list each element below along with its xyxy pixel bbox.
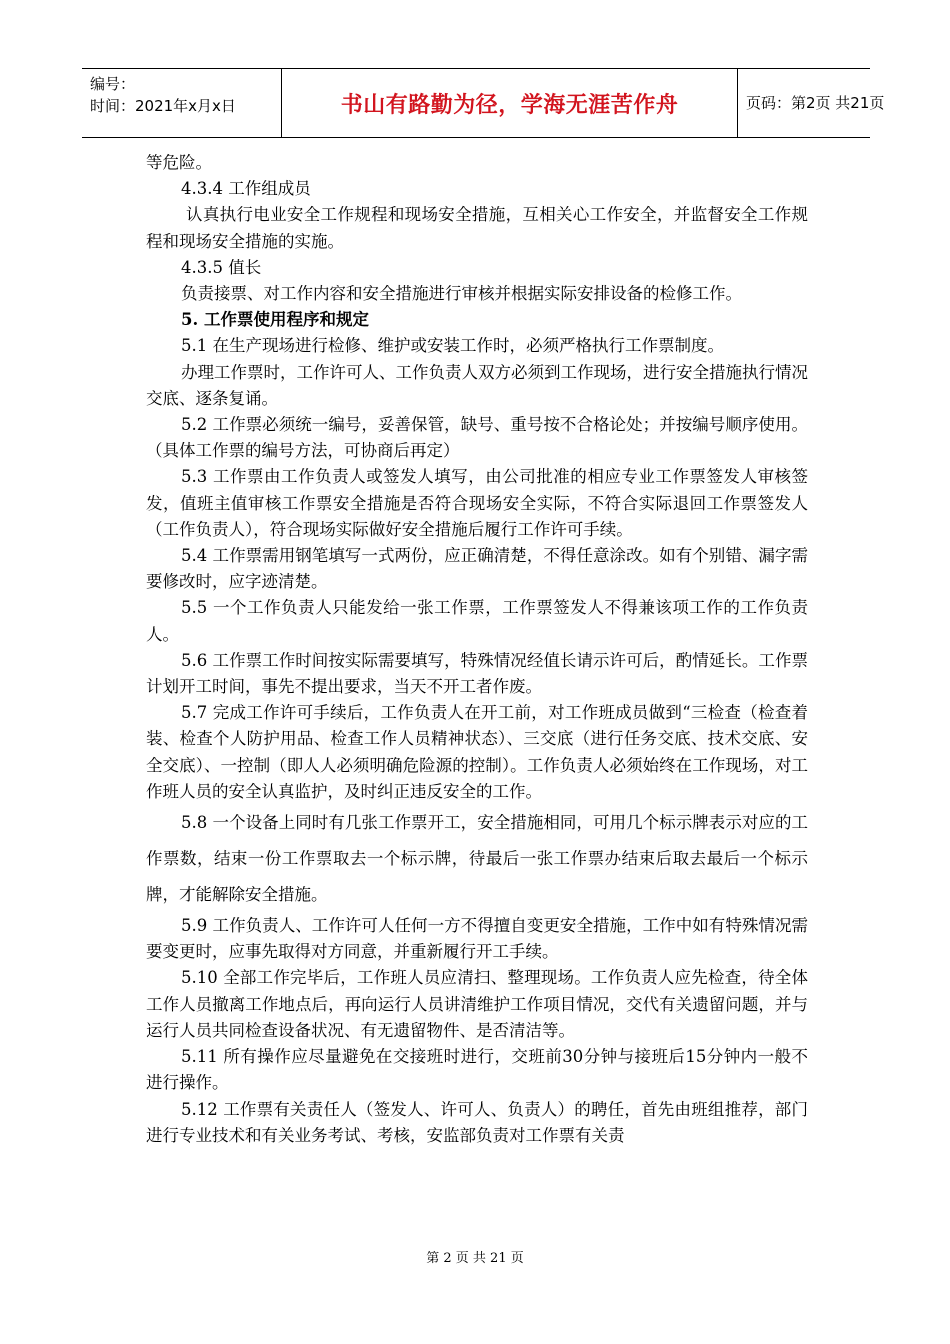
paragraph: 5.2 工作票必须统一编号，妥善保管，缺号、重号按不合格论处；并按编号顺序使用。（具体工作票的编号方法，可协商后再定） (146, 415, 808, 461)
paragraph: 5.3 工作票由工作负责人或签发人填写，由公司批准的相应专业工作票签发人审核签发，值班主值审核工作票安全措施是否符合现场安全实际，不符合实际退回工作票签发人（工作负责人），符合现场实际做好安全措施后履行工作许可手续。 (146, 467, 808, 539)
date-label: 时间：2021年x月x日 (90, 97, 236, 115)
number-label: 编号： (90, 75, 136, 93)
header-meta (82, 69, 282, 137)
paragraph: 5.5 一个工作负责人只能发给一张工作票，工作票签发人不得兼该项工作的工作负责人。 (146, 598, 808, 644)
paragraph: 5.12 工作票有关责任人（签发人、许可人、负责人）的聘任，首先由班组推荐，部门进行专业技术和有关业务考试、考核，安监部负责对工作票有关责 (146, 1099, 808, 1145)
motto-text: 书山有路勤为径，学海无涯苦作舟 (340, 92, 679, 118)
section-heading: 4.3.4 工作组成员 (181, 179, 311, 199)
document-body (146, 150, 808, 1149)
section-heading: 4.3.5 值长 (181, 257, 262, 277)
page-number-label: 页码：第2页 共21页 (746, 94, 885, 112)
paragraph: 负责接票、对工作内容和安全措施进行审核并根据实际安排设备的检修工作。 (181, 284, 742, 304)
paragraph: 办理工作票时，工作许可人、工作负责人双方必须到工作现场，进行安全措施执行情况交底、逐条复诵。 (146, 362, 808, 408)
paragraph: 认真执行电业安全工作规程和现场安全措施，互相关心工作安全，并监督安全工作规程和现场安全措施的实施。 (146, 205, 808, 251)
paragraph: 5.11 所有操作应尽量避免在交接班时进行，交班前30分钟与接班后15分钟内一般不进行操作。 (146, 1047, 808, 1093)
paragraph: 等危险。 (146, 153, 212, 172)
paragraph: 5.9 工作负责人、工作许可人任何一方不得擅自变更安全措施，工作中如有特殊情况需要变更时，应事先取得对方同意，并重新履行开工手续。 (146, 916, 808, 962)
paragraph: 5.7 完成工作许可手续后，工作负责人在开工前，对工作班成员做到“三检查（检查着装、检查个人防护用品、检查工作人员精神状态）、三交底（进行任务交底、技术交底、安全交底）、一控制（即人人必须明确危险源的控制）。工作负责人必须始终在工作现场，对工作班人员的安全认真监护，及时纠正违反安全的工作。 (146, 703, 808, 801)
page-header (82, 68, 885, 138)
paragraph: 5.10 全部工作完毕后，工作班人员应清扫、整理现场。工作负责人应先检查，待全体工作人员撤离工作地点后，再向运行人员讲清维护工作项目情况，交代有关遗留问题，并与运行人员共同检查设备状况、有无遗留物件、是否清洁等。 (146, 968, 808, 1040)
paragraph: 5.8 一个设备上同时有几张工作票开工，安全措施相同，可用几个标示牌表示对应的工作票数，结束一份工作票取去一个标示牌，待最后一张工作票办结束后取去最后一个标示牌，才能解除安全措施。 (146, 813, 808, 905)
chapter-heading: 5. 工作票使用程序和规定 (181, 310, 369, 330)
paragraph: 5.4 工作票需用钢笔填写一式两份，应正确清楚，不得任意涂改。如有个别错、漏字需要修改时，应字迹清楚。 (146, 546, 808, 592)
page-footer: 第 2 页 共 21 页 (426, 1251, 524, 1266)
header-motto-cell (282, 69, 738, 137)
header-page-cell (738, 69, 885, 137)
paragraph: 5.6 工作票工作时间按实际需要填写，特殊情况经值长请示许可后，酌情延长。工作票计划开工时间，事先不提出要求，当天不开工者作废。 (146, 650, 808, 697)
paragraph: 5.1 在生产现场进行检修、维护或安装工作时，必须严格执行工作票制度。 (181, 336, 724, 356)
